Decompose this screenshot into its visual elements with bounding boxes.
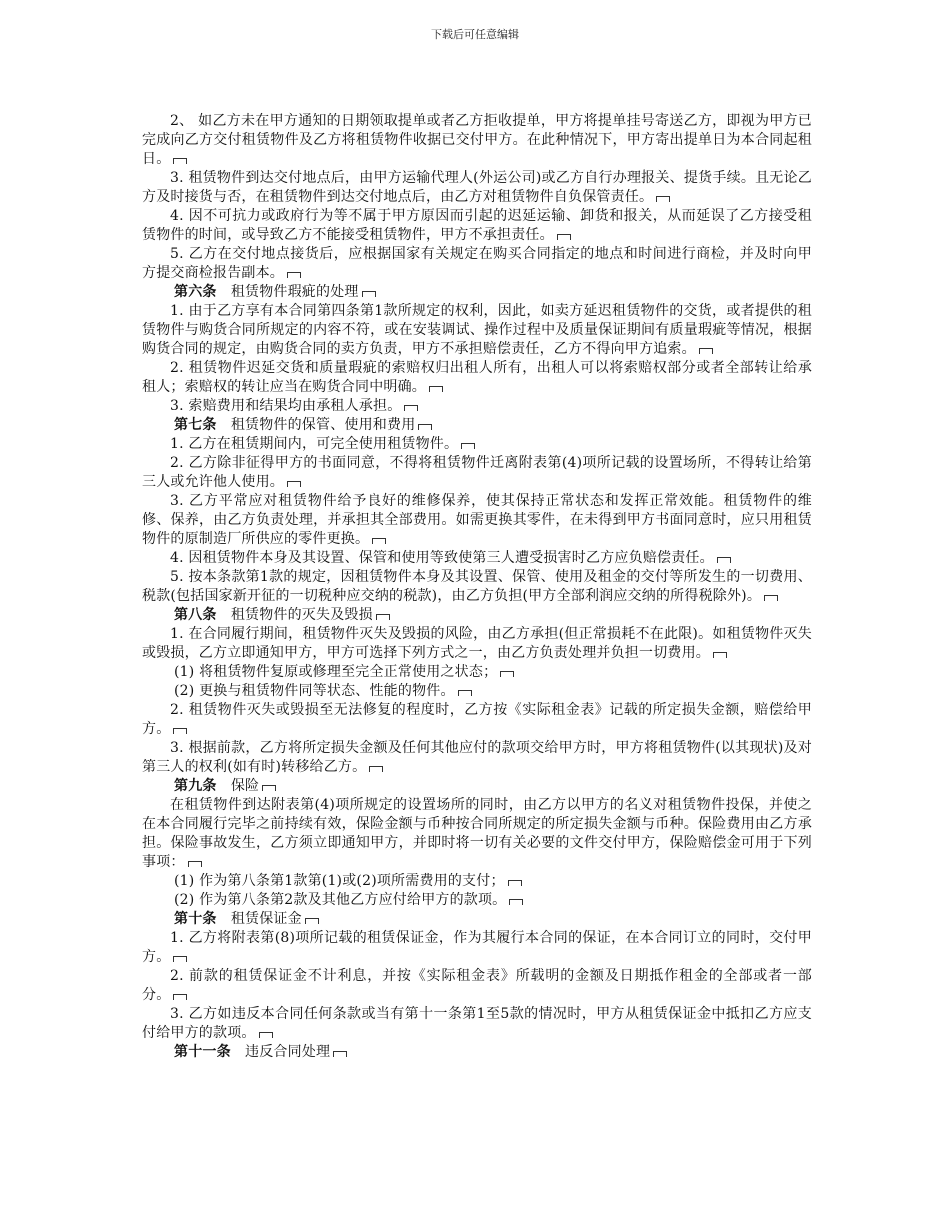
paragraph-mark-icon <box>429 386 443 392</box>
article-heading <box>142 1043 812 1062</box>
article-title: 违反合同处理 <box>245 1044 331 1060</box>
paragraph-mark-icon <box>262 785 276 791</box>
sub-item <box>142 891 812 910</box>
clause-paragraph <box>142 359 812 397</box>
paragraph-text: 2. 租赁物件迟延交货和质量瑕疵的索赔权归出租人所有，出租人可以将索赔权部分或者全部转让给承租人；索赔权的转让应当在购货合同中明确。 <box>142 360 812 395</box>
paragraph-text: 1. 乙方将附表第(8)项所记载的租赁保证金，作为其履行本合同的保证，在本合同订立的同时，交付甲方。 <box>142 930 812 965</box>
paragraph-mark-icon <box>372 538 386 544</box>
article-number: 第六条 <box>174 284 217 300</box>
clause-paragraph <box>142 625 812 663</box>
paragraph-text: 3. 乙方平常应对租赁物件给予良好的维修保养，使其保持正常状态和发挥正常效能。租赁物件的维修、保养，由乙方负责处理，并承担其全部费用。如需更换其零件，在未得到甲方书面同意时，应只用租赁物件的原制造厂所供应的零件更换。 <box>142 493 812 547</box>
article-number: 第八条 <box>174 607 217 623</box>
paragraph-text: 1. 由于乙方享有本合同第四条第1款所规定的权利，因此，如卖方延迟租赁物件的交货，或者提供的租赁物件与购货合同所规定的内容不符，或在安装调试、操作过程中及质量保证期间有质量瑕疵等情况，根据购货合同的规定，由购货合同的卖方负责，甲方不承担赔偿责任，乙方不得向甲方追索。 <box>142 303 812 357</box>
clause-paragraph <box>142 435 812 454</box>
paragraph-mark-icon <box>717 557 731 563</box>
paragraph-text: 1. 乙方在租赁期间内，可完全使用租赁物件。 <box>170 436 459 452</box>
paragraph-text: 2. 租赁物件灭失或毁损至无法修复的程度时，乙方按《实际租金表》记载的所定损失金额，赔偿给甲方。 <box>142 702 812 737</box>
paragraph-mark-icon <box>418 424 432 430</box>
paragraph-text: 3. 索赔费用和结果均由承租人承担。 <box>170 398 402 414</box>
paragraph-mark-icon <box>333 1051 347 1057</box>
article-heading <box>142 283 812 302</box>
clause-paragraph <box>142 245 812 283</box>
document-body <box>142 112 812 1062</box>
clause-paragraph <box>142 397 812 416</box>
paragraph-mark-icon <box>404 405 418 411</box>
paragraph-mark-icon <box>173 158 187 164</box>
clause-paragraph <box>142 112 812 169</box>
paragraph-mark-icon <box>287 272 301 278</box>
paragraph-text: (1) 将租赁物件复原或修理至完全正常使用之状态； <box>174 664 498 680</box>
paragraph-text: 4. 因租赁物件本身及其设置、保管和使用等致使第三人遭受损害时乙方应负赔偿责任。 <box>170 550 714 566</box>
article-title: 租赁物件的保管、使用和费用 <box>230 417 416 433</box>
sub-item <box>142 682 812 701</box>
article-heading <box>142 606 812 625</box>
paragraph-mark-icon <box>699 348 713 354</box>
clause-paragraph <box>142 169 812 207</box>
paragraph-mark-icon <box>557 234 571 240</box>
paragraph-text: (2) 更换与租赁物件同等状态、性能的物件。 <box>174 683 455 699</box>
article-heading <box>142 777 812 796</box>
paragraph-mark-icon <box>173 728 187 734</box>
paragraph-mark-icon <box>713 652 727 658</box>
page-header: 下载后可任意编辑 <box>431 28 519 41</box>
paragraph-text: 2. 乙方除非征得甲方的书面同意，不得将租赁物件迁离附表第(4)项所记载的设置场所，不得转让给第三人或允许他人使用。 <box>142 455 812 490</box>
paragraph-text: 3. 乙方如违反本合同任何条款或当有第十一条第1至5款的情况时，甲方从租赁保证金中抵扣乙方应支付给甲方的款项。 <box>142 1006 812 1041</box>
clause-paragraph <box>142 739 812 777</box>
paragraph-mark-icon <box>188 861 202 867</box>
clause-paragraph <box>142 492 812 549</box>
paragraph-mark-icon <box>500 671 514 677</box>
paragraph-text: 2. 前款的租赁保证金不计利息，并按《实际租金表》所载明的金额及日期抵作租金的全部或者一部分。 <box>142 968 812 1003</box>
clause-paragraph <box>142 701 812 739</box>
paragraph-text: 在租赁物件到达附表第(4)项所规定的设置场所的同时，由乙方以甲方的名义对租赁物件投保，并使之在本合同履行完毕之前持续有效，保险金额与币种按合同所规定的所定损失金额与币种。保险费用由乙方承担。保险事故发生，乙方须立即通知甲方，并即时将一切有关必要的文件交付甲方，保险赔偿金可用于下列事项： <box>142 797 812 870</box>
paragraph-mark-icon <box>173 956 187 962</box>
sub-item <box>142 663 812 682</box>
paragraph-mark-icon <box>287 481 301 487</box>
article-heading <box>142 416 812 435</box>
paragraph-text: 1. 在合同履行期间，租赁物件灭失及毁损的风险，由乙方承担(但正常损耗不在此限)。如租赁物件灭失或毁损，乙方立即通知甲方，甲方可选择下列方式之一，由乙方负责处理并负担一切费用。 <box>142 626 812 661</box>
paragraph-mark-icon <box>458 690 472 696</box>
paragraph-mark-icon <box>259 1032 273 1038</box>
paragraph-mark-icon <box>461 443 475 449</box>
paragraph-mark-icon <box>369 766 383 772</box>
paragraph-text: (1) 作为第八条第1款第(1)或(2)项所需费用的支付； <box>174 873 505 889</box>
paragraph-mark-icon <box>764 595 778 601</box>
article-number: 第十一条 <box>174 1044 231 1060</box>
paragraph-text: 5. 乙方在交付地点接货后，应根据国家有关规定在购买合同指定的地点和时间进行商检，并及时向甲方提交商检报告副本。 <box>142 246 812 281</box>
paragraph-mark-icon <box>508 880 522 886</box>
article-title: 租赁物件的灭失及毁损 <box>230 607 373 623</box>
paragraph-mark-icon <box>509 899 523 905</box>
paragraph-text: 4. 因不可抗力或政府行为等不属于甲方原因而引起的迟延运输、卸货和报关，从而延误了乙方接受租赁物件的时间，或导致乙方不能接受租赁物件，甲方不承担责任。 <box>142 208 812 243</box>
paragraph-text: 2、 如乙方未在甲方通知的日期领取提单或者乙方拒收提单，甲方将提单挂号寄送乙方，即视为甲方已完成向乙方交付租赁物件及乙方将租赁物件收据已交付甲方。在此种情况下，甲方寄出提单日为本合同起租日。 <box>142 113 812 167</box>
paragraph-mark-icon <box>376 614 390 620</box>
article-number: 第七条 <box>174 417 217 433</box>
clause-paragraph <box>142 454 812 492</box>
paragraph-text: 3. 租赁物件到达交付地点后，由甲方运输代理人(外运公司)或乙方自行办理报关、提货手续。且无论乙方及时接货与否，在租赁物件到达交付地点后，由乙方对租赁物件自负保管责任。 <box>142 170 812 205</box>
clause-paragraph <box>142 207 812 245</box>
sub-item <box>142 872 812 891</box>
paragraph-text: 5. 按本条款第1款的规定，因租赁物件本身及其设置、保管、使用及租金的交付等所发生的一切费用、税款(包括国家新开征的一切税种应交纳的税款)，由乙方负担(甲方全部利润应交纳的所得税除外)。 <box>142 569 812 604</box>
clause-paragraph <box>142 929 812 967</box>
clause-paragraph <box>142 796 812 872</box>
paragraph-mark-icon <box>173 994 187 1000</box>
paragraph-mark-icon <box>362 291 376 297</box>
article-title: 租赁物件瑕疵的处理 <box>230 284 359 300</box>
article-number: 第十条 <box>174 911 217 927</box>
article-heading <box>142 910 812 929</box>
clause-paragraph <box>142 549 812 568</box>
article-title: 保险 <box>230 778 260 794</box>
paragraph-text: 3. 根据前款，乙方将所定损失金额及任何其他应付的款项交给甲方时，甲方将租赁物件(以其现状)及对第三人的权利(如有时)转移给乙方。 <box>142 740 812 775</box>
clause-paragraph <box>142 568 812 606</box>
clause-paragraph <box>142 1005 812 1043</box>
clause-paragraph <box>142 967 812 1005</box>
article-number: 第九条 <box>174 778 217 794</box>
clause-paragraph <box>142 302 812 359</box>
paragraph-mark-icon <box>656 196 670 202</box>
paragraph-mark-icon <box>305 918 319 924</box>
article-title: 租赁保证金 <box>230 911 302 927</box>
paragraph-text: (2) 作为第八条第2款及其他乙方应付给甲方的款项。 <box>174 892 507 908</box>
